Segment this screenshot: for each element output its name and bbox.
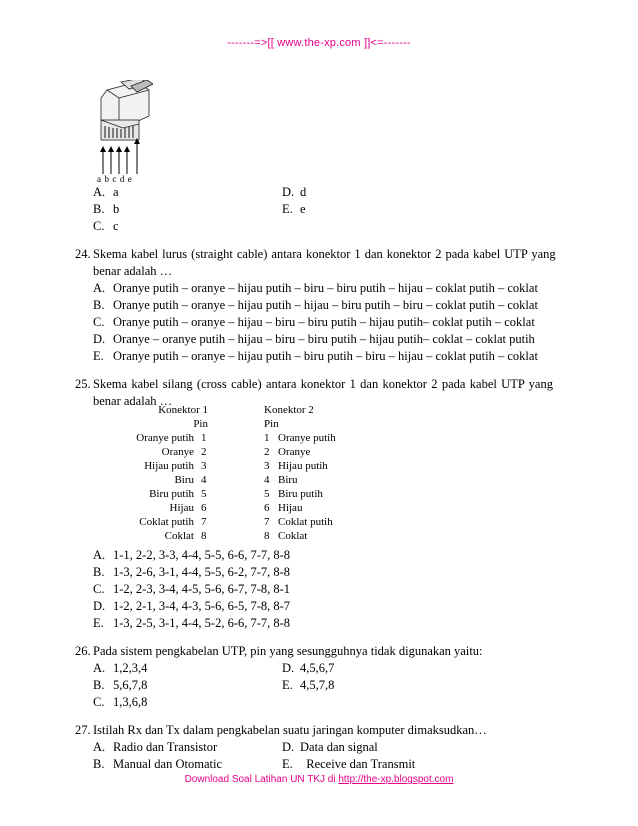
table-right-name: Coklat putih — [278, 516, 333, 528]
table-right-header: Konektor 2 — [264, 404, 314, 416]
q23-option-d-text: d — [300, 185, 307, 199]
table-left-pin: 2 — [201, 446, 207, 458]
q26-option-d-letter: D. — [282, 661, 295, 675]
table-right-pin: 6 — [264, 502, 270, 514]
q23-option-d-letter: D. — [282, 185, 295, 199]
q27-option-a-letter: A. — [93, 740, 106, 754]
table-left-name: Hijau — [169, 502, 194, 514]
table-right-name: Hijau putih — [278, 460, 328, 472]
q26-option-a-letter: A. — [93, 661, 106, 675]
q25-option-b-text: 1-3, 2-6, 3-1, 4-4, 5-5, 6-2, 7-7, 8-8 — [113, 565, 291, 579]
q24-option-e-letter: E. — [93, 349, 104, 363]
q27-option-b-letter: B. — [93, 757, 105, 771]
q23-option-c-letter: C. — [93, 219, 105, 233]
table-right-pin: 4 — [264, 474, 270, 486]
q24-number: 24. — [75, 247, 91, 261]
q26-option-e-text: 4,5,7,8 — [300, 678, 335, 692]
q24-option-d-text: Oranye – oranye putih – hijau – biru – biru putih – hijau putih– coklat – coklat putih — [113, 332, 535, 346]
table-left-pin: 1 — [201, 432, 207, 444]
q25-question-line2: benar adalah … — [93, 394, 173, 408]
q26-option-c-letter: C. — [93, 695, 105, 709]
q27-option-d-text: Data dan signal — [300, 740, 378, 754]
q24-option-b-text: Oranye putih – oranye – hijau putih – hijau – biru putih – biru – coklat putih – coklat — [113, 298, 538, 312]
q25-option-e-letter: E. — [93, 616, 104, 630]
table-left-subheader: Pin — [193, 418, 208, 430]
q26-number: 26. — [75, 644, 91, 658]
table-left-name: Oranye putih — [136, 432, 194, 444]
q26-option-e-letter: E. — [282, 678, 293, 692]
q23-option-e-letter: E. — [282, 202, 293, 216]
q24-option-a-text: Oranye putih – oranye – hijau putih – biru – biru putih – hijau – coklat putih – coklat — [113, 281, 538, 295]
table-left-name: Oranye — [161, 446, 194, 458]
q25-number: 25. — [75, 377, 91, 391]
table-right-name: Biru — [278, 474, 298, 486]
table-left-name: Hijau putih — [144, 460, 194, 472]
q23-option-a-text: a — [113, 185, 119, 199]
table-right-pin: 5 — [264, 488, 270, 500]
q26-option-b-text: 5,6,7,8 — [113, 678, 148, 692]
q24-question-line2: benar adalah … — [93, 264, 173, 278]
table-right-pin: 2 — [264, 446, 270, 458]
q25-option-a-letter: A. — [93, 548, 106, 562]
table-right-pin: 8 — [264, 530, 270, 542]
table-right-pin: 7 — [264, 516, 270, 528]
q24-option-c-text: Oranye putih – oranye – hijau – biru – biru putih – hijau putih– coklat putih – coklat — [113, 315, 535, 329]
q27-number: 27. — [75, 723, 91, 737]
table-left-pin: 8 — [201, 530, 207, 542]
q27-option-d-letter: D. — [282, 740, 295, 754]
q23-option-c-text: c — [113, 219, 119, 233]
table-left-pin: 4 — [201, 474, 207, 486]
table-left-pin: 5 — [201, 488, 207, 500]
q26-question-line1: Pada sistem pengkabelan UTP, pin yang sesungguhnya tidak digunakan yaitu: — [93, 644, 483, 658]
q26-option-d-text: 4,5,6,7 — [300, 661, 335, 675]
table-right-pin: 3 — [264, 460, 270, 472]
q25-option-b-letter: B. — [93, 565, 105, 579]
q27-question-line1: Istilah Rx dan Tx dalam pengkabelan suatu jaringan komputer dimaksudkan… — [93, 723, 487, 737]
q26-option-b-letter: B. — [93, 678, 105, 692]
q24-option-a-letter: A. — [93, 281, 106, 295]
table-left-header: Konektor 1 — [158, 404, 208, 416]
table-right-name: Coklat — [278, 530, 308, 542]
q24-option-c-letter: C. — [93, 315, 105, 329]
table-right-name: Oranye — [278, 446, 311, 458]
table-left-name: Coklat putih — [139, 516, 194, 528]
q25-question-line1: Skema kabel silang (cross cable) antara konektor 1 dan konektor 2 pada kabel UTP yang — [93, 377, 553, 391]
rj45-connector-image — [93, 80, 153, 186]
q25-option-d-text: 1-2, 2-1, 3-4, 4-3, 5-6, 6-5, 7-8, 8-7 — [113, 599, 291, 613]
table-left-name: Biru — [174, 474, 194, 486]
table-left-pin: 7 — [201, 516, 207, 528]
q23-option-e-text: e — [300, 202, 306, 216]
footer-link[interactable]: http://the-xp.blogspot.com — [338, 774, 454, 785]
page-footer — [0, 774, 638, 785]
q27-option-b-text: Manual dan Otomatic — [113, 757, 222, 771]
table-left-name: Biru putih — [149, 488, 194, 500]
footer-text: Download Soal Latihan UN TKJ di — [184, 774, 339, 785]
table-right-name: Hijau — [278, 502, 303, 514]
q27-option-a-text: Radio dan Transistor — [113, 740, 218, 754]
q27-option-e-text: Receive dan Transmit — [300, 757, 416, 771]
table-right-name: Oranye putih — [278, 432, 336, 444]
q25-option-d-letter: D. — [93, 599, 106, 613]
q23-option-a-letter: A. — [93, 185, 106, 199]
table-right-pin: 1 — [264, 432, 270, 444]
q25-option-c-letter: C. — [93, 582, 105, 596]
q25-option-a-text: 1-1, 2-2, 3-3, 4-4, 5-5, 6-6, 7-7, 8-8 — [113, 548, 291, 562]
table-right-subheader: Pin — [264, 418, 279, 430]
q25-option-c-text: 1-2, 2-3, 3-4, 4-5, 5-6, 6-7, 7-8, 8-1 — [113, 582, 291, 596]
page-header: -------=>[[ www.the-xp.com ]]<=------- — [227, 37, 411, 49]
table-left-name: Coklat — [164, 530, 194, 542]
q24-option-b-letter: B. — [93, 298, 105, 312]
table-right-name: Biru putih — [278, 488, 323, 500]
q26-option-c-text: 1,3,6,8 — [113, 695, 148, 709]
table-left-pin: 6 — [201, 502, 207, 514]
q24-option-e-text: Oranye putih – oranye – hijau putih – biru putih – biru – hijau – coklat putih – coklat — [113, 349, 538, 363]
q27-option-e-letter: E. — [282, 757, 293, 771]
q23-option-b-letter: B. — [93, 202, 105, 216]
image-arrow-labels: a b c d e — [97, 174, 133, 184]
q24-question-line1: Skema kabel lurus (straight cable) antara konektor 1 dan konektor 2 pada kabel UTP yang — [93, 247, 556, 261]
q26-option-a-text: 1,2,3,4 — [113, 661, 148, 675]
table-left-pin: 3 — [201, 460, 207, 472]
q23-option-b-text: b — [113, 202, 120, 216]
q25-option-e-text: 1-3, 2-5, 3-1, 4-4, 5-2, 6-6, 7-7, 8-8 — [113, 616, 291, 630]
q24-option-d-letter: D. — [93, 332, 106, 346]
